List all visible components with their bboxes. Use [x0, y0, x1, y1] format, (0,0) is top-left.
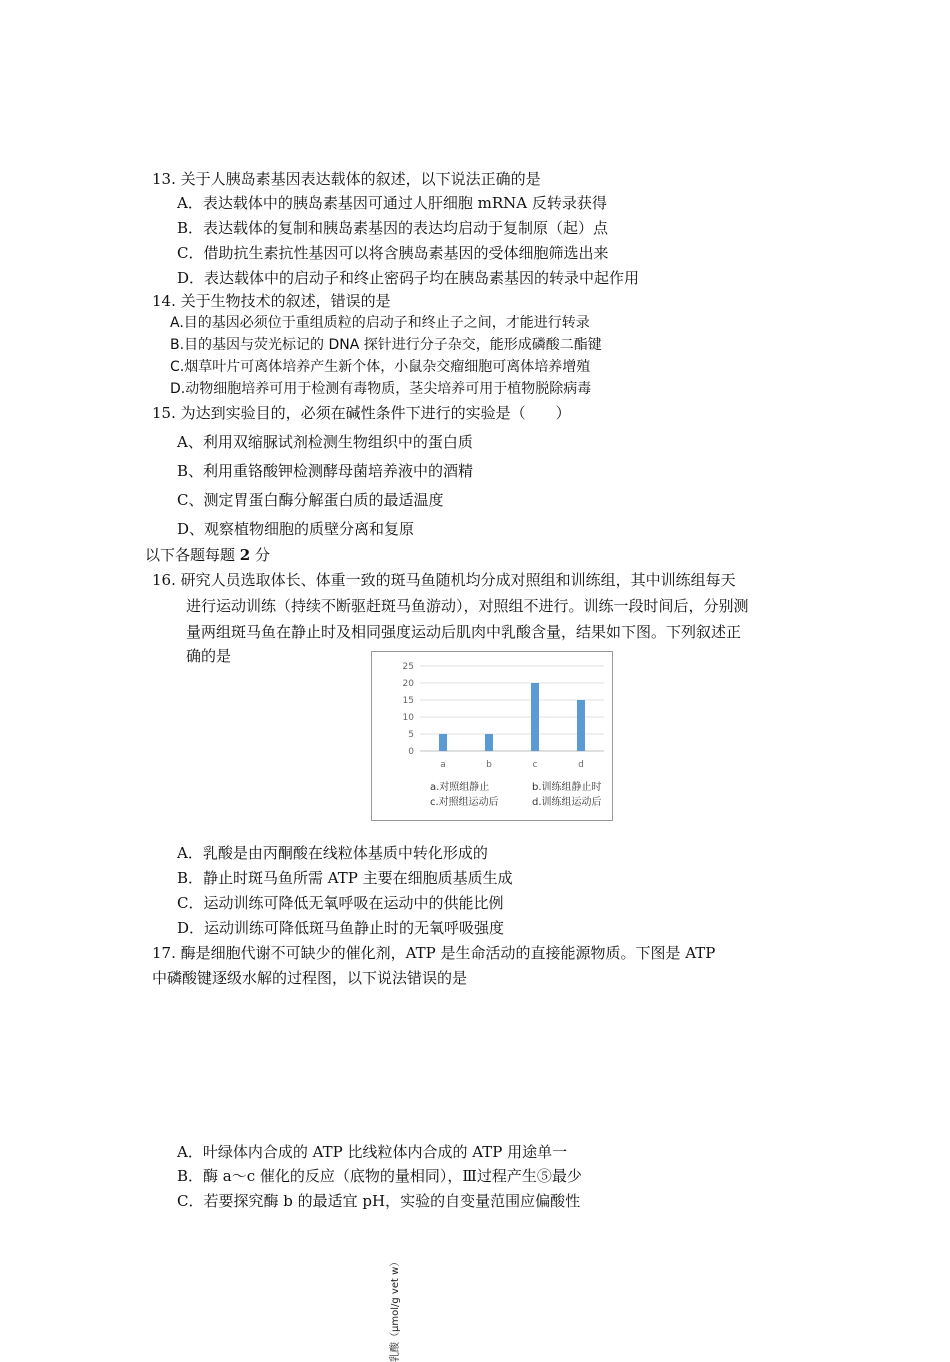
x-tick-label-c: c — [532, 760, 538, 770]
q15-option-b: B、利用重铬酸钾检测酵母菌培养液中的酒精 — [177, 462, 474, 480]
q13-option-b: B．表达载体的复制和胰岛素基因的表达均启动于复制原（起）点 — [177, 219, 609, 237]
q15-option-a: A、利用双缩脲试剂检测生物组织中的蛋白质 — [177, 433, 473, 451]
x-tick-label-a: a — [440, 760, 446, 770]
q17-option-a: A．叶绿体内合成的 ATP 比线粒体内合成的 ATP 用途单一 — [177, 1143, 568, 1161]
bar-b — [485, 734, 493, 751]
q16-option-b: B．静止时斑马鱼所需 ATP 主要在细胞质基质生成 — [177, 869, 513, 887]
legend-item-a: a.对照组静止 — [430, 782, 490, 793]
q15-option-d: D、观察植物细胞的质壁分离和复原 — [177, 520, 415, 538]
legend-item-d: d.训练组运动后 — [532, 797, 602, 808]
q14-option-b: B.目的基因与荧光标记的 DNA 探针进行分子杂交，能形成磷酸二酯键 — [170, 337, 602, 353]
y-tick-label: 5 — [408, 730, 414, 740]
q16-stem-line-1: 16. 研究人员选取体长、体重一致的斑马鱼随机均分成对照组和训练组，其中训练组每天 — [152, 571, 736, 589]
legend-item-c: c.对照组运动后 — [430, 797, 499, 808]
section-heading — [145, 545, 270, 565]
bar-a — [439, 734, 447, 751]
q13-option-a: A．表达载体中的胰岛素基因可通过人肝细胞 mRNA 反转录获得 — [177, 194, 607, 212]
y-tick-label: 20 — [402, 679, 414, 689]
chart-y-axis-label: 乳酸（μmol/g vet w） — [390, 1256, 401, 1362]
y-tick-label: 10 — [402, 713, 414, 723]
q17-option-c: C．若要探究酶 b 的最适宜 pH，实验的自变量范围应偏酸性 — [177, 1192, 581, 1210]
q15-stem: 15. 为达到实验目的，必须在碱性条件下进行的实验是（ ） — [152, 404, 571, 422]
section-suffix: 分 — [250, 546, 270, 564]
y-tick-label: 15 — [402, 696, 414, 706]
q16-option-a: A．乳酸是由丙酮酸在线粒体基质中转化形成的 — [177, 844, 488, 862]
q14-stem: 14. 关于生物技术的叙述，错误的是 — [152, 292, 391, 310]
bar-c — [531, 683, 539, 751]
bar-d — [577, 700, 585, 751]
q16-stem-line-2: 进行运动训练（持续不断驱赶斑马鱼游动），对照组不进行。训练一段时间后，分别测 — [186, 597, 749, 615]
x-tick-label-b: b — [486, 760, 492, 770]
q13-option-c: C．借助抗生素抗性基因可以将含胰岛素基因的受体细胞筛选出来 — [177, 244, 609, 262]
legend-item-b: b.训练组静止时 — [532, 782, 602, 793]
section-points: 2 — [239, 546, 251, 564]
section-prefix: 以下各题每题 — [145, 546, 240, 564]
q17-stem-line-1: 17. 酶是细胞代谢不可缺少的催化剂，ATP 是生命活动的直接能源物质。下图是 ATP — [152, 944, 716, 962]
q17-stem-line-2: 中磷酸键逐级水解的过程图，以下说法错误的是 — [152, 969, 468, 987]
q17-option-b: B．酶 a～c 催化的反应（底物的量相同），Ⅲ过程产生⑤最少 — [177, 1167, 582, 1185]
y-tick-label: 0 — [408, 747, 414, 757]
q14-option-d: D.动物细胞培养可用于检测有毒物质，茎尖培养可用于植物脱除病毒 — [170, 381, 592, 397]
q16-option-c: C．运动训练可降低无氧呼吸在运动中的供能比例 — [177, 894, 504, 912]
q16-stem-line-3: 量两组斑马鱼在静止时及相同强度运动后肌肉中乳酸含量，结果如下图。下列叙述正 — [186, 623, 742, 641]
q16-stem-line-4: 确的是 — [186, 647, 232, 665]
q14-option-c: C.烟草叶片可离体培养产生新个体，小鼠杂交瘤细胞可离体培养增殖 — [170, 359, 591, 375]
q14-option-a: A.目的基因必须位于重组质粒的启动子和终止子之间，才能进行转录 — [170, 315, 590, 331]
y-tick-label: 25 — [402, 662, 414, 672]
q16-option-d: D．运动训练可降低斑马鱼静止时的无氧呼吸强度 — [177, 919, 505, 937]
q13-stem: 13. 关于人胰岛素基因表达载体的叙述，以下说法正确的是 — [152, 170, 541, 188]
q15-option-c: C、测定胃蛋白酶分解蛋白质的最适温度 — [177, 491, 444, 509]
q13-option-d: D．表达载体中的启动子和终止密码子均在胰岛素基因的转录中起作用 — [177, 269, 640, 287]
x-tick-label-d: d — [578, 760, 584, 770]
